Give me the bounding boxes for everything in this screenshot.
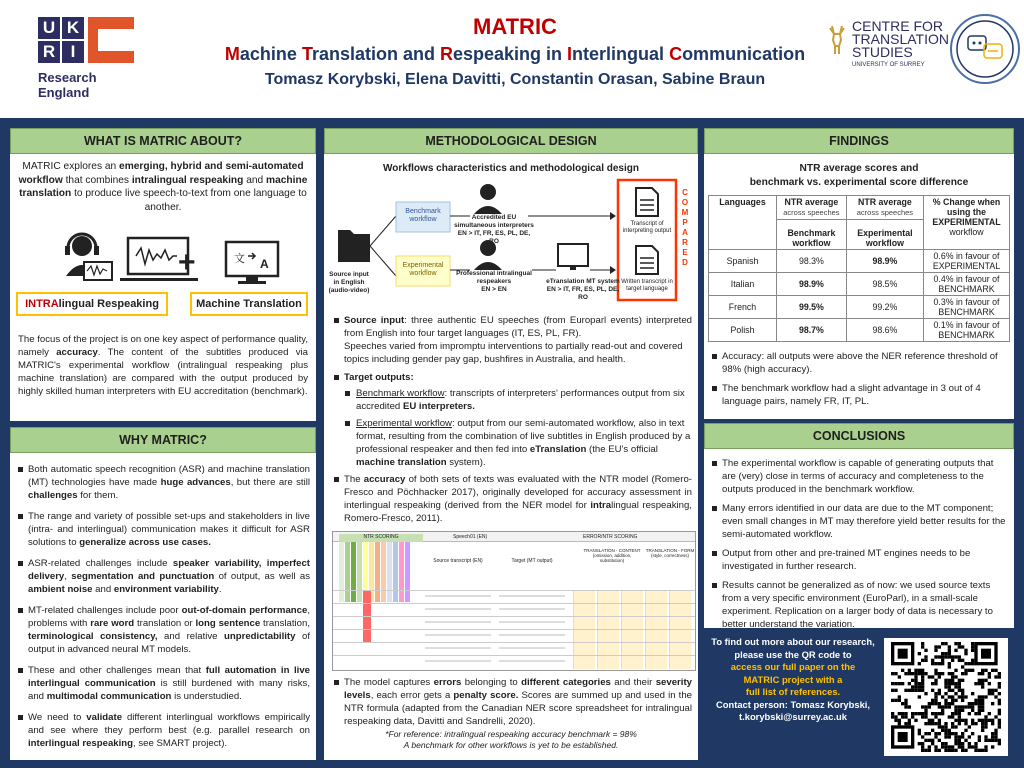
text-run: achine xyxy=(239,44,302,64)
text-run: eTranslation xyxy=(529,444,587,455)
accuracy-bullet xyxy=(332,473,692,525)
target-sub-benchmark xyxy=(332,387,692,413)
folder-icon xyxy=(338,230,370,262)
text-run: environment variability xyxy=(113,584,219,595)
compared-label: COMPARED xyxy=(681,188,689,267)
text-run: Both automatic speech recognition (ASR) and machine translation (MT) technologies have made xyxy=(28,464,310,488)
plus-icon: + xyxy=(178,246,196,279)
text-run: generalize across use cases. xyxy=(79,537,211,548)
text-run: Benchmark workflow xyxy=(356,388,445,399)
text-run: segmentation and punctuation xyxy=(71,571,215,582)
cell-lang: Polish xyxy=(709,319,777,342)
text-run: system). xyxy=(446,457,486,468)
text-run: , see SMART project). xyxy=(133,738,228,749)
conclusions-heading: CONCLUSIONS xyxy=(704,423,1014,449)
text-run: translation, xyxy=(260,618,310,629)
text-run: that combines xyxy=(62,174,132,186)
text-run: ommunication xyxy=(682,44,806,64)
contact-text: To find out more about our research, please use the QR code to access our full paper on the MATRIC project with a full list of references. Contact person: Tomasz Korybski, t.korybski@surrey.ac.uk xyxy=(711,636,875,722)
sheet-row xyxy=(333,655,696,668)
research-england-label: Research England xyxy=(38,70,97,100)
sheet-col-target: Target (MT output) xyxy=(511,558,553,564)
respeaking-label: INTRAlingual Respeaking xyxy=(16,292,168,316)
sheet-col-source: Source transcript (EN) xyxy=(433,558,483,564)
why-bullet xyxy=(16,557,310,596)
document-icon xyxy=(636,188,658,216)
text-run: , problems with xyxy=(28,605,310,629)
text-run: nterlingual xyxy=(572,44,670,64)
cts-name: CENTRE FOR TRANSLATION STUDIES xyxy=(852,18,949,60)
text-run: belonging to xyxy=(461,677,522,688)
text-run: MT-related challenges include poor xyxy=(28,605,182,616)
text-run: The range and variety of possible set-ups and stakeholders in live (intra- and interlingual) communication makes it difficult for ASR solutions to xyxy=(28,511,310,548)
text-run: lingual respeaking, Romero-Fresco, 2011). xyxy=(344,500,692,524)
interpreter-icon xyxy=(480,184,496,200)
col-ntr-exp: NTR average across speeches xyxy=(846,196,923,220)
text-run: and xyxy=(92,584,114,595)
text-run: speaker variability, imperfect delivery xyxy=(28,558,310,582)
col-languages: Languages xyxy=(709,196,777,250)
cell-exp: 98.6% xyxy=(846,319,923,342)
text-run: Scores are summed up and used in the NTR formula (adapted from the Canadian NER score spreadsheet for intralingual respeaking data, Davitti and Sandrelli, 2020). xyxy=(344,690,692,727)
sheet-col-form: TRANSLATION - FORM (style, correctness) xyxy=(645,548,695,558)
sheet-row xyxy=(333,616,696,629)
sub-benchmark: Benchmark workflow xyxy=(777,220,847,250)
cell-bench: 98.3% xyxy=(777,250,847,273)
text-run: , each error gets a xyxy=(370,690,454,701)
col-ntr-bench: NTR average across speeches xyxy=(777,196,847,220)
svg-text:A: A xyxy=(260,257,269,271)
text-run: We need to xyxy=(28,712,87,723)
text-run: (the EU's official xyxy=(586,444,658,455)
text-run: terminological consistency, xyxy=(28,631,158,642)
text-run: , but there are still xyxy=(230,477,310,488)
headset-person-icon xyxy=(56,226,116,286)
panel-why xyxy=(10,427,316,760)
what-intro xyxy=(18,160,308,214)
text-run: out-of-domain performance xyxy=(181,605,308,616)
list-item: Output from other and pre-trained MT engines needs to be investigated in further research. xyxy=(710,547,1008,573)
text-run: C xyxy=(669,44,683,64)
cell-change: 0.4% in favour of BENCHMARK xyxy=(924,273,1010,296)
source-label: Source input in English (audio-video) xyxy=(328,271,370,294)
text-run: rare word xyxy=(90,618,135,629)
ukri-letter: U xyxy=(38,17,60,39)
text-run: accuracy xyxy=(363,474,406,485)
sheet-col-content: TRANSLATION - CONTENT (omission, addition, substitution) xyxy=(583,548,641,563)
text-run: The model captures xyxy=(344,677,434,688)
panel-method xyxy=(324,128,698,760)
findings-table-title: NTR average scores and benchmark vs. experimental score difference xyxy=(749,163,969,188)
cell-exp: 98.9% xyxy=(846,250,923,273)
text-run: huge advances xyxy=(160,477,231,488)
text-run: . The content of the subtitles produced via MATRIC's experimental workflow (intralingual respeaking plus machine translation) are compared with the output produced by highly skilled human interpreters with EU accreditation (benchmark). xyxy=(18,347,309,397)
sub-experimental: Experimental workflow xyxy=(846,220,923,250)
method-heading: METHODOLOGICAL DESIGN xyxy=(324,128,698,154)
ukri-letter: K xyxy=(62,17,84,39)
text-run: MATRIC explores an xyxy=(22,161,120,172)
text-run: emerging, hybrid and semi-automated workflow xyxy=(18,161,304,186)
ukri-letter: I xyxy=(62,41,84,63)
text-run: is understudied. xyxy=(171,691,242,702)
text-run: different interlingual workflows empirically and see where they perform best (e.g. parallel research on xyxy=(28,712,310,736)
source-bullet xyxy=(332,314,692,340)
table-row xyxy=(709,273,1010,296)
transcript-interp: Transcript of interpreting output xyxy=(622,221,672,234)
experimental-label: Experimental workflow xyxy=(402,262,444,277)
text-run: EU interpreters. xyxy=(402,401,475,412)
text-run: : output from our semi-automated workflow, also in text format, resulting from the combination of live subtitles in English produced by a professional respeaker and then fed into xyxy=(356,418,691,455)
list-item: The experimental workflow is capable of generating outputs that are (very) close in terms of accuracy and completeness to the outputs produced in the benchmark workflow. xyxy=(710,457,1008,496)
why-bullet xyxy=(16,664,310,703)
text-run: and their xyxy=(610,677,656,688)
qr-code[interactable] xyxy=(884,638,1008,756)
text-run: machine translation xyxy=(356,457,447,468)
sheet-header: NTR SCORING xyxy=(339,534,423,542)
cell-bench: 99.5% xyxy=(777,296,847,319)
text-run: , xyxy=(64,571,72,582)
sheet-speech: Speech01 (EN) xyxy=(453,534,488,540)
findings-bullets xyxy=(710,350,1008,414)
text-run: Source input xyxy=(344,315,405,326)
cell-change: 0.6% in favour of EXPERIMENTAL xyxy=(924,250,1010,273)
panel-findings xyxy=(704,128,1014,419)
conclusions-bullets xyxy=(710,457,1008,628)
etranslation-label: eTranslation MT system EN > IT, FR, ES, PL, DE, RO xyxy=(546,278,620,301)
text-run: I xyxy=(567,44,573,64)
text-run: challenges xyxy=(28,490,78,501)
text-run: : transcripts of interpreters' performances output from six accredited xyxy=(356,388,685,412)
ukri-letter: R xyxy=(38,41,60,63)
svg-text:文: 文 xyxy=(234,253,245,265)
text-run: penalty score. xyxy=(453,690,519,701)
text-run: severity levels xyxy=(344,677,692,701)
transcript-written: Written transcript in target language xyxy=(621,279,673,292)
cts-university: UNIVERSITY OF SURREY xyxy=(852,62,925,68)
errors-section xyxy=(332,676,692,733)
cell-change: 0.1% in favour of BENCHMARK xyxy=(924,319,1010,342)
text-run: Experimental workflow xyxy=(356,418,452,429)
text-run: ranslation and xyxy=(311,44,440,64)
why-bullet xyxy=(16,711,310,750)
target-bullet: Target outputs: xyxy=(332,371,692,384)
list-item: Many errors identified in our data are due to the MT component; even small changes in MT may therefore yield better results for the semi-automated workflow. xyxy=(710,502,1008,541)
cell-bench: 98.9% xyxy=(777,273,847,296)
cell-lang: French xyxy=(709,296,777,319)
matric-circle-logo xyxy=(950,14,1020,84)
text-run: and relative xyxy=(157,631,225,642)
footnotes: *For reference: intralingual respeaking accuracy benchmark = 98% A benchmark for other workflows is yet to be established. xyxy=(385,729,637,750)
text-run: errors xyxy=(433,677,462,688)
list-item: The benchmark workflow had a slight advantage in 3 out of 4 language pairs, namely FR, IT, PL. xyxy=(710,382,1008,408)
sheet-errscoring: ERROR/NTR SCORING xyxy=(583,534,638,540)
text-run: T xyxy=(301,44,312,64)
panel-what xyxy=(10,128,316,421)
qr-code-icon xyxy=(891,642,1001,752)
cell-change: 0.3% in favour of BENCHMARK xyxy=(924,296,1010,319)
poster-subtitle xyxy=(180,44,850,65)
text-run: machine translation xyxy=(19,174,308,199)
text-run: for them. xyxy=(77,490,119,501)
table-row xyxy=(709,250,1010,273)
text-run: interlingual respeaking xyxy=(28,738,134,749)
why-bullet xyxy=(16,510,310,549)
document-icon xyxy=(636,246,658,274)
text-run: is still burdened with many risks, and xyxy=(28,678,310,702)
sheet-row xyxy=(333,629,696,642)
text-run: validate xyxy=(86,712,123,723)
sheet-row xyxy=(333,642,696,655)
sheet-row xyxy=(333,590,696,603)
text-run: to produce live speech-to-text from one language to another. xyxy=(71,188,307,213)
what-focus xyxy=(18,333,308,398)
target-sub-experimental xyxy=(332,417,692,469)
text-run: translation or xyxy=(134,618,196,629)
poster-title: MATRIC xyxy=(473,14,557,39)
ntr-spreadsheet-image xyxy=(332,531,696,671)
why-bullet xyxy=(16,463,310,502)
speech-bubbles-icon xyxy=(952,16,1018,82)
col-change: % Change when using the EXPERIMENTAL workflow xyxy=(924,196,1010,250)
cts-logo xyxy=(826,18,949,80)
mt-system-icon xyxy=(558,244,588,266)
ntr-table xyxy=(708,195,1010,342)
why-bullets xyxy=(16,463,310,758)
diagram-title: Workflows characteristics and methodological design xyxy=(383,163,639,174)
table-row xyxy=(709,319,1010,342)
benchmark-label: Benchmark workflow xyxy=(405,208,441,223)
what-heading: WHAT IS MATRIC ABOUT? xyxy=(10,128,316,154)
sheet-row xyxy=(333,603,696,616)
text-run: The focus of the project is on one key aspect of performance quality, namely xyxy=(18,334,308,358)
text-run: The xyxy=(344,474,364,485)
text-run: long sentence xyxy=(195,618,261,629)
mt-label: Machine Translation xyxy=(190,292,308,316)
mt-monitor-icon xyxy=(222,240,282,286)
text-run: of output in advanced neural MT models. xyxy=(28,631,310,655)
cell-exp: 98.5% xyxy=(846,273,923,296)
text-run: R xyxy=(439,44,453,64)
respeakers-label: Professional intralingual respeakers EN > EN xyxy=(456,270,532,293)
method-bullets xyxy=(332,314,692,530)
list-item: Accuracy: all outputs were above the NER reference threshold of 98% (high accuracy). xyxy=(710,350,1008,376)
text-run: These and other challenges mean that xyxy=(28,665,206,676)
interpreters-label: Accredited EU simultaneous interpreters EN > IT, FR, ES, PL, DE, RO xyxy=(454,214,534,245)
sheet-grid xyxy=(333,590,696,671)
cell-lang: Italian xyxy=(709,273,777,296)
poster-authors: Tomasz Korybski, Elena Davitti, Constantin Orasan, Sabine Braun xyxy=(264,71,766,88)
table-row xyxy=(709,296,1010,319)
text-run: different categories xyxy=(521,677,611,688)
cell-bench: 98.7% xyxy=(777,319,847,342)
text-run: ambient noise xyxy=(28,584,93,595)
ukri-logo xyxy=(38,17,134,67)
text-run: M xyxy=(224,44,240,64)
text-run: espeaking in xyxy=(452,44,568,64)
text-run: intra xyxy=(590,500,612,511)
list-item: Results cannot be generalized as of now: we used source texts from a very specific environment (EuroParl), in a small-scale experiment. Replication on a larger body of data is necessary to better understand the variation. xyxy=(710,579,1008,628)
stag-icon xyxy=(826,24,848,56)
text-run: of both sets of texts was evaluated with the NTR model (Romero-Fresco and Pöchhacker 2017), originally developed for accuracy assessment in interlingual respeaking (derived from the NER model for xyxy=(344,474,692,511)
text-run: unpredictability xyxy=(224,631,296,642)
text-run: and xyxy=(243,174,267,186)
source-cont: Speeches varied from impromptu interventions to partially read-out and covered topics including gender pay gap, bushfires in Australia, and health. xyxy=(344,341,683,365)
text-run: multimodal communication xyxy=(46,691,172,702)
errors-bullet xyxy=(332,676,692,728)
why-bullet xyxy=(16,604,310,656)
cell-lang: Spanish xyxy=(709,250,777,273)
text-run: accuracy xyxy=(56,347,98,358)
text-run: intralingual respeaking xyxy=(131,174,244,186)
text-run: ASR-related challenges include xyxy=(28,558,173,569)
text-run: : three authentic EU speeches (from Europarl events) interpreted from English into four target languages (IT, ES, PL, FR). xyxy=(344,315,692,339)
text-run: full automation in live interlingual communication xyxy=(28,665,311,689)
text-run: . xyxy=(218,584,222,595)
findings-heading: FINDINGS xyxy=(704,128,1014,154)
panel-contact xyxy=(704,634,1014,760)
text-run: of output, as well as xyxy=(214,571,310,582)
cell-exp: 99.2% xyxy=(846,296,923,319)
why-heading: WHY MATRIC? xyxy=(10,427,316,453)
panel-conclusions xyxy=(704,423,1014,628)
